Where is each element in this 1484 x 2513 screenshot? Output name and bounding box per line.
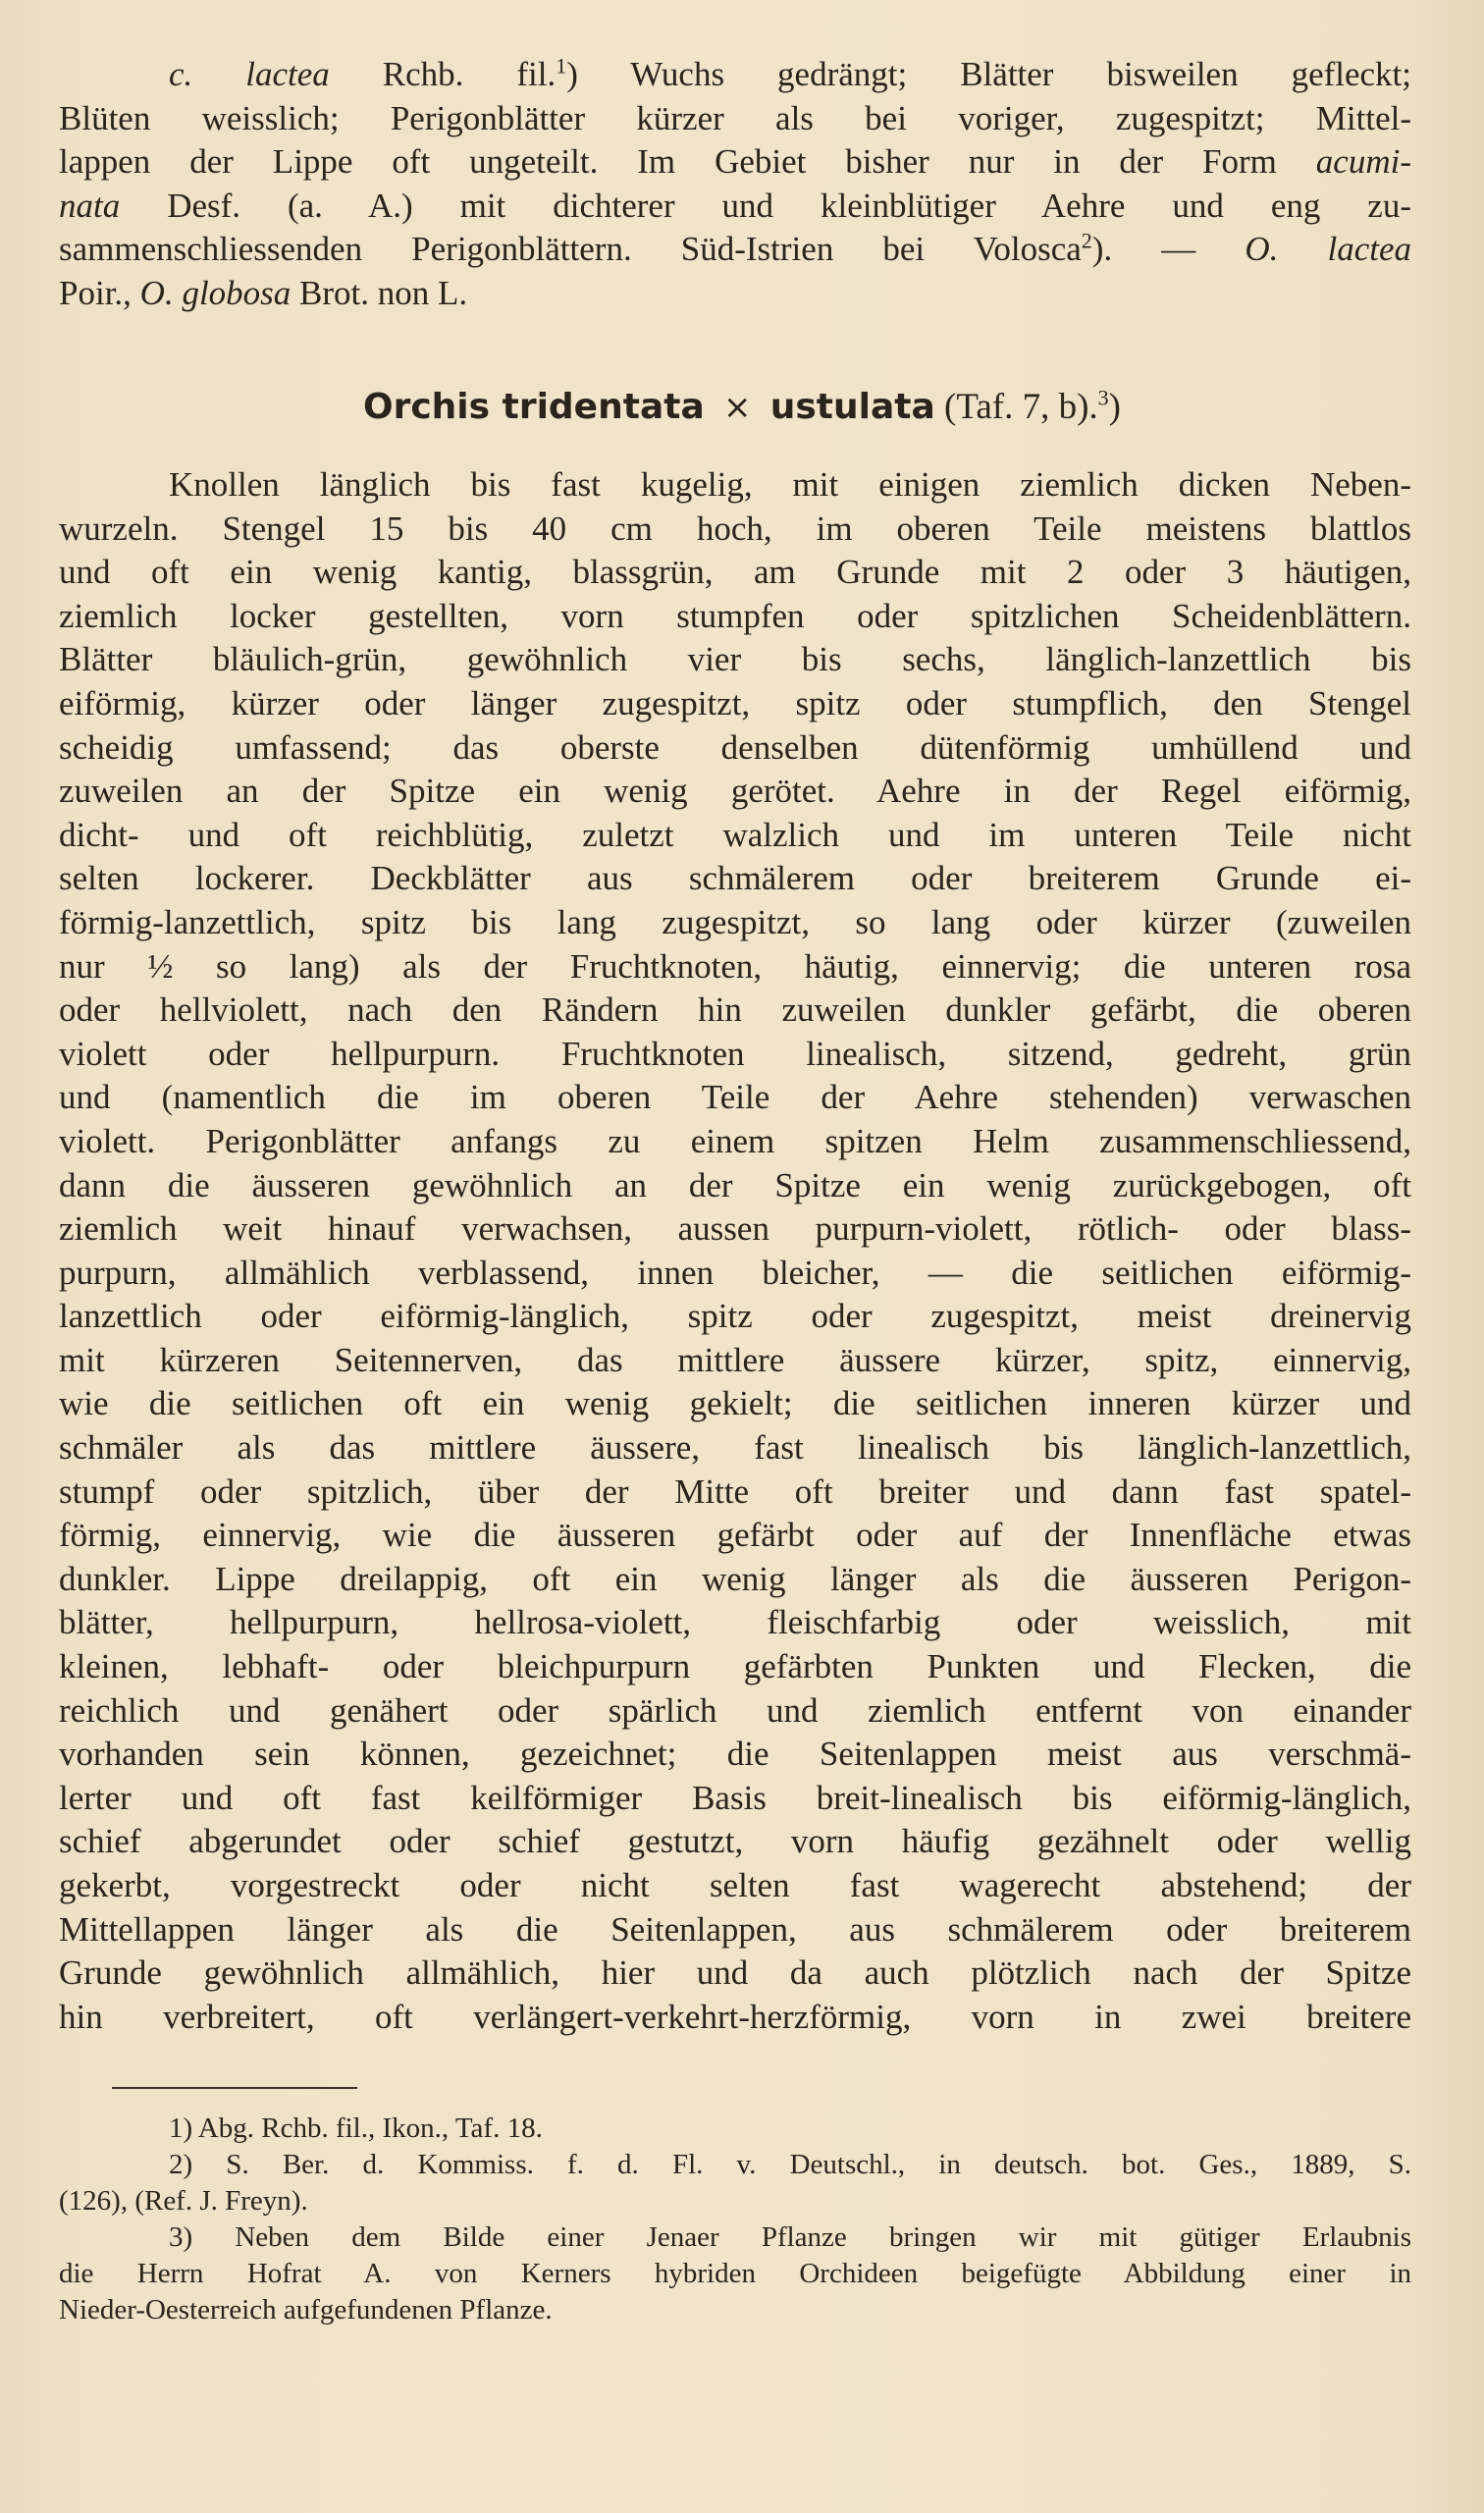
text-span: lappen der Lippe oft ungeteilt. Im Gebiet bisher nur in der Form bbox=[59, 142, 1316, 182]
text-line: gekerbt, vorgestreckt oder nicht selten fast wagerecht abstehend; der bbox=[59, 1866, 1411, 1904]
text-line: scheidig umfassend; das oberste denselben dütenförmig umhüllend und bbox=[59, 727, 1411, 767]
footnote-3-line-1: 3) Neben dem Bilde einer Jenaer Pflanze bringen wir mit gütiger Erlaubnis bbox=[169, 2221, 1411, 2253]
text-line: oder hellviolett, nach den Rändern hin zuweilen dunkler gefärbt, die oberen bbox=[59, 990, 1411, 1030]
text-line: hin verbreitert, oft verlängert-verkehrt-herzförmig, vorn in zwei breitere bbox=[59, 1997, 1411, 2036]
text-line: schief abgerundet oder schief gestutzt, vorn häufig gezähnelt oder wellig bbox=[59, 1822, 1411, 1861]
text-line: blätter, hellpurpurn, hellrosa-violett, fleischfarbig oder weisslich, mit bbox=[59, 1603, 1411, 1642]
italic-term: nata bbox=[59, 186, 121, 225]
text-span: ) Wuchs gedrängt; Blätter bisweilen gefleckt; bbox=[566, 55, 1412, 93]
text-line: eiförmig, kürzer oder länger zugespitzt, spitz oder stumpflich, den Stengel bbox=[59, 683, 1411, 722]
text-span: Rchb. fil. bbox=[329, 55, 556, 93]
text-line: violett. Perigonblätter anfangs zu einem spitzen Helm zusammenschliessend, bbox=[59, 1121, 1411, 1160]
footnote-divider bbox=[112, 2087, 357, 2089]
text-line: ziemlich weit hinauf verwachsen, aussen purpurn-violett, rötlich- oder blass- bbox=[59, 1209, 1411, 1249]
footnote-1: 1) Abg. Rchb. fil., Ikon., Taf. 18. bbox=[169, 2112, 543, 2144]
text-line: selten lockerer. Deckblätter aus schmälerem oder breiterem Grunde ei- bbox=[59, 859, 1411, 898]
text-line: reichlich und genähert oder spärlich und ziemlich entfernt von einander bbox=[59, 1690, 1411, 1730]
text-line: Grunde gewöhnlich allmählich, hier und da auch plötzlich nach der Spitze bbox=[59, 1953, 1411, 1993]
text-line: wie die seitlichen oft ein wenig gekielt; die seitlichen inneren kürzer und bbox=[59, 1384, 1411, 1423]
text-line: förmig, einnervig, wie die äusseren gefärbt oder auf der Innenfläche etwas bbox=[59, 1516, 1411, 1555]
text-line: Blätter bläulich-grün, gewöhnlich vier bis sechs, länglich-lanzettlich bis bbox=[59, 640, 1411, 679]
species-name-part2: ustulata bbox=[769, 387, 935, 427]
footnotes bbox=[59, 2111, 1411, 2328]
text-span: Brot. non L. bbox=[291, 273, 468, 312]
text-span: ) bbox=[1108, 387, 1121, 427]
text-line: nur ½ so lang) als der Fruchtknoten, häutig, einnervig; die unteren rosa bbox=[59, 946, 1411, 986]
footnote-ref: 1 bbox=[556, 53, 567, 79]
variety-name: c. lactea bbox=[169, 55, 330, 93]
text-span: ). — bbox=[1091, 230, 1246, 269]
text-line: violett oder hellpurpurn. Fruchtknoten linealisch, sitzend, gedreht, grün bbox=[59, 1034, 1411, 1073]
section-heading bbox=[0, 385, 1484, 430]
text-line: vorhanden sein können, gezeichnet; die Seitenlappen meist aus verschmä- bbox=[59, 1735, 1411, 1774]
intro-paragraph bbox=[59, 53, 1411, 316]
text-line: und oft ein wenig kantig, blassgrün, am Grunde mit 2 oder 3 häutigen, bbox=[59, 553, 1411, 592]
text-span: Poir., bbox=[59, 273, 140, 312]
text-line bbox=[59, 140, 1411, 185]
text-line: Mittellappen länger als die Seitenlappen, aus schmälerem oder breiterem bbox=[59, 1909, 1411, 1949]
text-line: ziemlich locker gestellten, vorn stumpfen oder spitzlichen Scheidenblättern. bbox=[59, 596, 1411, 635]
italic-term: O. lactea bbox=[1245, 230, 1412, 269]
text-line: lanzettlich oder eiförmig-länglich, spitz oder zugespitzt, meist dreinervig bbox=[59, 1297, 1411, 1336]
footnote-2-line-1: 2) S. Ber. d. Kommiss. f. d. Fl. v. Deutschl., in deutsch. bot. Ges., 1889, S. bbox=[169, 2149, 1411, 2180]
footnote-2-line-2: (126), (Ref. J. Freyn). bbox=[59, 2185, 308, 2217]
footnote-ref: 3 bbox=[1097, 385, 1109, 410]
description-paragraph bbox=[59, 463, 1411, 2039]
italic-term: O. globosa bbox=[139, 273, 292, 312]
text-line: dicht- und oft reichblütig, zuletzt walzlich und im unteren Teile nicht bbox=[59, 815, 1411, 854]
text-line: dunkler. Lippe dreilappig, oft ein wenig länger als die äusseren Perigon- bbox=[59, 1559, 1411, 1598]
text-line: lerter und oft fast keilförmiger Basis breit-linealisch bis eiförmig-länglich, bbox=[59, 1778, 1411, 1817]
text-line: wurzeln. Stengel 15 bis 40 cm hoch, im oberen Teile meistens blattlos bbox=[59, 508, 1411, 548]
text-line bbox=[59, 228, 1411, 272]
text-span: sammenschliessenden Perigonblättern. Süd-Istrien bei Volosca bbox=[59, 230, 1082, 269]
text-span: Desf. (a. A.) mit dichterer und kleinblütiger Aehre und eng zu- bbox=[120, 186, 1411, 225]
text-line: purpurn, allmählich verblassend, innen bleicher, — die seitlichen eiförmig- bbox=[59, 1253, 1411, 1292]
footnote-3-line-2: die Herrn Hofrat A. von Kerners hybriden Orchideen beigefügte Abbildung einer in bbox=[59, 2258, 1411, 2289]
footnote-3-line-3: Nieder-Oesterreich aufgefundenen Pflanze. bbox=[59, 2294, 553, 2326]
text-line: schmäler als das mittlere äussere, fast linealisch bis länglich-lanzettlich, bbox=[59, 1428, 1411, 1468]
text-line: förmig-lanzettlich, spitz bis lang zugespitzt, so lang oder kürzer (zuweilen bbox=[59, 902, 1411, 941]
footnote-ref: 2 bbox=[1081, 228, 1092, 253]
plate-reference: (Taf. 7, b). bbox=[934, 387, 1098, 427]
text-line: dann die äusseren gewöhnlich an der Spitze ein wenig zurückgebogen, oft bbox=[59, 1165, 1411, 1204]
species-name-part1: Orchis tridentata bbox=[362, 387, 705, 427]
text-line: Blüten weisslich; Perigonblätter kürzer als bei voriger, zugespitzt; Mittel- bbox=[59, 98, 1411, 137]
italic-term: acumi- bbox=[1315, 142, 1411, 182]
text-line: und (namentlich die im oberen Teile der Aehre stehenden) verwaschen bbox=[59, 1078, 1411, 1117]
text-line: mit kürzeren Seitennerven, das mittlere äussere kürzer, spitz, einnervig, bbox=[59, 1340, 1411, 1379]
text-line bbox=[59, 53, 1411, 97]
text-line: zuweilen an der Spitze ein wenig gerötet. Aehre in der Regel eiförmig, bbox=[59, 772, 1411, 811]
text-line: kleinen, lebhaft- oder bleichpurpurn gefärbten Punkten und Flecken, die bbox=[59, 1647, 1411, 1686]
text-line bbox=[59, 185, 1411, 229]
text-line bbox=[59, 272, 1411, 316]
hybrid-cross-symbol: × bbox=[722, 388, 752, 427]
text-line: stumpf oder spitzlich, über der Mitte oft breiter und dann fast spatel- bbox=[59, 1471, 1411, 1511]
text-line: Knollen länglich bis fast kugelig, mit einigen ziemlich dicken Neben- bbox=[169, 465, 1411, 504]
